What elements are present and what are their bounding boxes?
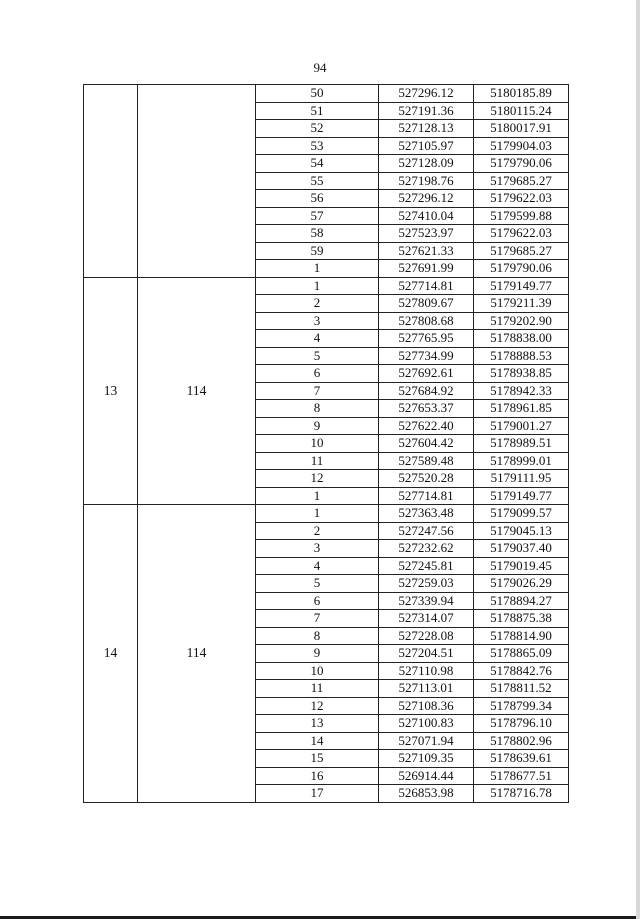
quarter-number-cell: 114 xyxy=(138,505,256,803)
y-coordinate-cell: 5178716.78 xyxy=(474,785,569,803)
coordinates-table-body xyxy=(84,85,569,803)
y-coordinate-cell: 5180185.89 xyxy=(474,85,569,103)
point-number-cell: 9 xyxy=(256,417,379,435)
table-row xyxy=(84,505,569,523)
x-coordinate-cell: 527684.92 xyxy=(379,382,474,400)
page-number: 94 xyxy=(313,60,327,75)
coordinates-table xyxy=(83,84,569,803)
x-coordinate-cell: 527100.83 xyxy=(379,715,474,733)
point-number-cell: 1 xyxy=(256,505,379,523)
x-coordinate-cell: 527296.12 xyxy=(379,190,474,208)
point-number-cell: 2 xyxy=(256,295,379,313)
x-coordinate-cell: 527621.33 xyxy=(379,242,474,260)
y-coordinate-cell: 5178888.53 xyxy=(474,347,569,365)
x-coordinate-cell: 526853.98 xyxy=(379,785,474,803)
x-coordinate-cell: 527198.76 xyxy=(379,172,474,190)
y-coordinate-cell: 5179099.57 xyxy=(474,505,569,523)
y-coordinate-cell: 5178989.51 xyxy=(474,435,569,453)
y-coordinate-cell: 5178842.76 xyxy=(474,662,569,680)
x-coordinate-cell: 527734.99 xyxy=(379,347,474,365)
x-coordinate-cell: 527314.07 xyxy=(379,610,474,628)
scan-right-edge xyxy=(636,0,640,919)
x-coordinate-cell: 527604.42 xyxy=(379,435,474,453)
point-number-cell: 56 xyxy=(256,190,379,208)
x-coordinate-cell: 527228.08 xyxy=(379,627,474,645)
point-number-cell: 15 xyxy=(256,750,379,768)
x-coordinate-cell: 527809.67 xyxy=(379,295,474,313)
x-coordinate-cell: 527128.13 xyxy=(379,120,474,138)
point-number-cell: 8 xyxy=(256,400,379,418)
point-number-cell: 17 xyxy=(256,785,379,803)
y-coordinate-cell: 5178942.33 xyxy=(474,382,569,400)
y-coordinate-cell: 5178875.38 xyxy=(474,610,569,628)
y-coordinate-cell: 5179790.06 xyxy=(474,260,569,278)
point-number-cell: 9 xyxy=(256,645,379,663)
y-coordinate-cell: 5179111.95 xyxy=(474,470,569,488)
point-number-cell: 50 xyxy=(256,85,379,103)
parcel-number-cell xyxy=(84,85,138,278)
y-coordinate-cell: 5179622.03 xyxy=(474,225,569,243)
point-number-cell: 7 xyxy=(256,382,379,400)
y-coordinate-cell: 5178938.85 xyxy=(474,365,569,383)
y-coordinate-cell: 5179790.06 xyxy=(474,155,569,173)
x-coordinate-cell: 527808.68 xyxy=(379,312,474,330)
x-coordinate-cell: 527245.81 xyxy=(379,557,474,575)
point-number-cell: 16 xyxy=(256,767,379,785)
point-number-cell: 5 xyxy=(256,347,379,365)
y-coordinate-cell: 5180017.91 xyxy=(474,120,569,138)
x-coordinate-cell: 527339.94 xyxy=(379,592,474,610)
point-number-cell: 3 xyxy=(256,312,379,330)
point-number-cell: 12 xyxy=(256,470,379,488)
quarter-number-cell: 114 xyxy=(138,277,256,505)
point-number-cell: 2 xyxy=(256,522,379,540)
point-number-cell: 13 xyxy=(256,715,379,733)
y-coordinate-cell: 5178865.09 xyxy=(474,645,569,663)
point-number-cell: 14 xyxy=(256,732,379,750)
point-number-cell: 52 xyxy=(256,120,379,138)
point-number-cell: 1 xyxy=(256,260,379,278)
y-coordinate-cell: 5178677.51 xyxy=(474,767,569,785)
y-coordinate-cell: 5178799.34 xyxy=(474,697,569,715)
x-coordinate-cell: 527110.98 xyxy=(379,662,474,680)
point-number-cell: 4 xyxy=(256,330,379,348)
x-coordinate-cell: 526914.44 xyxy=(379,767,474,785)
point-number-cell: 54 xyxy=(256,155,379,173)
x-coordinate-cell: 527714.81 xyxy=(379,487,474,505)
x-coordinate-cell: 527191.36 xyxy=(379,102,474,120)
x-coordinate-cell: 527247.56 xyxy=(379,522,474,540)
x-coordinate-cell: 527296.12 xyxy=(379,85,474,103)
point-number-cell: 57 xyxy=(256,207,379,225)
x-coordinate-cell: 527109.35 xyxy=(379,750,474,768)
x-coordinate-cell: 527410.04 xyxy=(379,207,474,225)
y-coordinate-cell: 5178811.52 xyxy=(474,680,569,698)
y-coordinate-cell: 5179202.90 xyxy=(474,312,569,330)
y-coordinate-cell: 5179904.03 xyxy=(474,137,569,155)
point-number-cell: 11 xyxy=(256,452,379,470)
y-coordinate-cell: 5179685.27 xyxy=(474,172,569,190)
y-coordinate-cell: 5178814.90 xyxy=(474,627,569,645)
x-coordinate-cell: 527653.37 xyxy=(379,400,474,418)
x-coordinate-cell: 527520.28 xyxy=(379,470,474,488)
point-number-cell: 58 xyxy=(256,225,379,243)
x-coordinate-cell: 527128.09 xyxy=(379,155,474,173)
y-coordinate-cell: 5178796.10 xyxy=(474,715,569,733)
point-number-cell: 6 xyxy=(256,365,379,383)
point-number-cell: 5 xyxy=(256,575,379,593)
point-number-cell: 53 xyxy=(256,137,379,155)
point-number-cell: 4 xyxy=(256,557,379,575)
x-coordinate-cell: 527105.97 xyxy=(379,137,474,155)
y-coordinate-cell: 5180115.24 xyxy=(474,102,569,120)
parcel-number-cell: 14 xyxy=(84,505,138,803)
point-number-cell: 59 xyxy=(256,242,379,260)
point-number-cell: 3 xyxy=(256,540,379,558)
point-number-cell: 10 xyxy=(256,662,379,680)
point-number-cell: 1 xyxy=(256,277,379,295)
x-coordinate-cell: 527714.81 xyxy=(379,277,474,295)
point-number-cell: 7 xyxy=(256,610,379,628)
y-coordinate-cell: 5178802.96 xyxy=(474,732,569,750)
y-coordinate-cell: 5179685.27 xyxy=(474,242,569,260)
x-coordinate-cell: 527692.61 xyxy=(379,365,474,383)
y-coordinate-cell: 5179019.45 xyxy=(474,557,569,575)
y-coordinate-cell: 5178961.85 xyxy=(474,400,569,418)
point-number-cell: 55 xyxy=(256,172,379,190)
x-coordinate-cell: 527204.51 xyxy=(379,645,474,663)
point-number-cell: 11 xyxy=(256,680,379,698)
y-coordinate-cell: 5179001.27 xyxy=(474,417,569,435)
y-coordinate-cell: 5179026.29 xyxy=(474,575,569,593)
y-coordinate-cell: 5179037.40 xyxy=(474,540,569,558)
x-coordinate-cell: 527259.03 xyxy=(379,575,474,593)
y-coordinate-cell: 5178894.27 xyxy=(474,592,569,610)
x-coordinate-cell: 527071.94 xyxy=(379,732,474,750)
y-coordinate-cell: 5179599.88 xyxy=(474,207,569,225)
x-coordinate-cell: 527622.40 xyxy=(379,417,474,435)
point-number-cell: 6 xyxy=(256,592,379,610)
y-coordinate-cell: 5178838.00 xyxy=(474,330,569,348)
y-coordinate-cell: 5179045.13 xyxy=(474,522,569,540)
point-number-cell: 8 xyxy=(256,627,379,645)
y-coordinate-cell: 5178639.61 xyxy=(474,750,569,768)
table-row xyxy=(84,277,569,295)
x-coordinate-cell: 527113.01 xyxy=(379,680,474,698)
y-coordinate-cell: 5179149.77 xyxy=(474,277,569,295)
quarter-number-cell xyxy=(138,85,256,278)
y-coordinate-cell: 5178999.01 xyxy=(474,452,569,470)
x-coordinate-cell: 527589.48 xyxy=(379,452,474,470)
y-coordinate-cell: 5179211.39 xyxy=(474,295,569,313)
point-number-cell: 10 xyxy=(256,435,379,453)
x-coordinate-cell: 527523.97 xyxy=(379,225,474,243)
point-number-cell: 12 xyxy=(256,697,379,715)
table-row xyxy=(84,85,569,103)
x-coordinate-cell: 527691.99 xyxy=(379,260,474,278)
point-number-cell: 51 xyxy=(256,102,379,120)
y-coordinate-cell: 5179622.03 xyxy=(474,190,569,208)
x-coordinate-cell: 527232.62 xyxy=(379,540,474,558)
parcel-number-cell: 13 xyxy=(84,277,138,505)
x-coordinate-cell: 527108.36 xyxy=(379,697,474,715)
x-coordinate-cell: 527765.95 xyxy=(379,330,474,348)
x-coordinate-cell: 527363.48 xyxy=(379,505,474,523)
point-number-cell: 1 xyxy=(256,487,379,505)
y-coordinate-cell: 5179149.77 xyxy=(474,487,569,505)
